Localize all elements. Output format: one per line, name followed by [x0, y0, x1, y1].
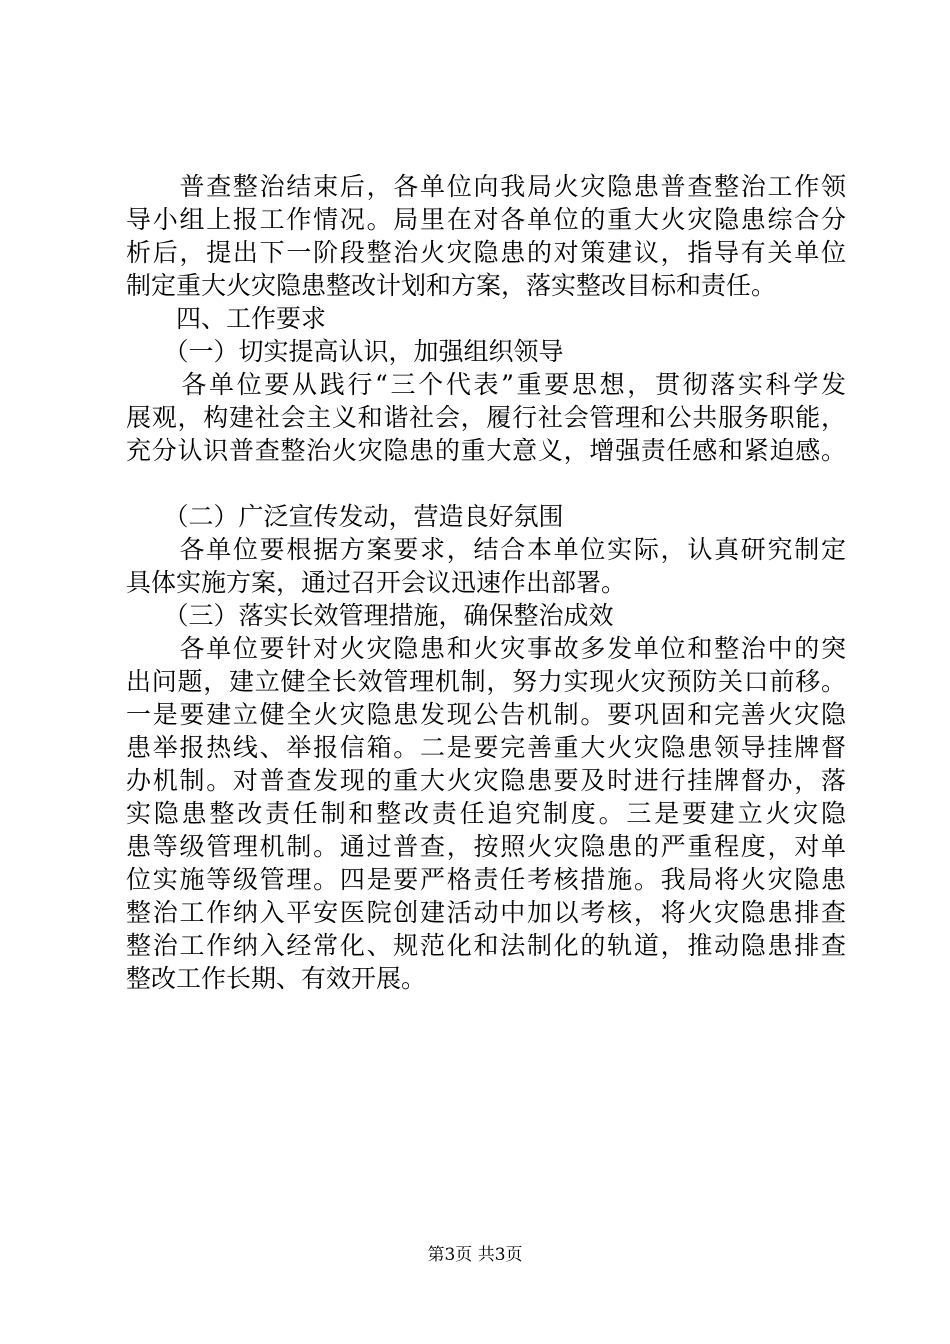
text-line: 办机制。对普查发现的重大火灾隐患要及时进行挂牌督办，落 — [126, 766, 846, 795]
document-body — [126, 170, 846, 995]
text-line: 患等级管理机制。通过普查，按照火灾隐患的严重程度，对单 — [126, 832, 846, 861]
text-line: 导小组上报工作情况。局里在对各单位的重大火灾隐患综合分 — [126, 205, 846, 234]
text-line: 位实施等级管理。四是要严格责任考核措施。我局将火灾隐患 — [126, 865, 846, 894]
text-line: 各单位要针对火灾隐患和火灾事故多发单位和整治中的突 — [126, 634, 846, 663]
text-line: （一）切实提高认识，加强组织领导 — [126, 337, 564, 366]
text-line: 一是要建立健全火灾隐患发现公告机制。要巩固和完善火灾隐 — [126, 700, 846, 729]
text-line: 具体实施方案，通过召开会议迅速作出部署。 — [126, 568, 627, 597]
text-line: （三）落实长效管理措施，确保整治成效 — [126, 601, 614, 630]
text-line: 整改工作长期、有效开展。 — [126, 964, 427, 993]
text-line: 各单位要从践行“三个代表”重要思想，贯彻落实科学发 — [126, 370, 846, 399]
text-line: 析后，提出下一阶段整治火灾隐患的对策建议，指导有关单位 — [126, 238, 846, 267]
text-line: 制定重大火灾隐患整改计划和方案，落实整改目标和责任。 — [126, 271, 777, 300]
text-line: 整治工作纳入经常化、规范化和法制化的轨道，推动隐患排查 — [126, 931, 846, 960]
text-line: 出问题，建立健全长效管理机制，努力实现火灾预防关口前移。 — [126, 667, 846, 696]
blank-line — [126, 467, 846, 500]
text-line: 实隐患整改责任制和整改责任追究制度。三是要建立火灾隐 — [126, 799, 846, 828]
text-line: 整治工作纳入平安医院创建活动中加以考核，将火灾隐患排查 — [126, 898, 846, 927]
text-line: 充分认识普查整治火灾隐患的重大意义，增强责任感和紧迫感。 — [126, 436, 846, 465]
text-line: 四、工作要求 — [126, 304, 327, 333]
text-line: （二）广泛宣传发动，营造良好氛围 — [126, 502, 564, 531]
text-line: 普查整治结束后，各单位向我局火灾隐患普查整治工作领 — [126, 172, 846, 201]
text-line: 展观，构建社会主义和谐社会，履行社会管理和公共服务职能， — [126, 403, 846, 432]
text-line: 各单位要根据方案要求，结合本单位实际，认真研究制定 — [126, 535, 846, 564]
text-line: 患举报热线、举报信箱。二是要完善重大火灾隐患领导挂牌督 — [126, 733, 846, 762]
page-footer: 第3页 共3页 — [427, 1245, 523, 1265]
